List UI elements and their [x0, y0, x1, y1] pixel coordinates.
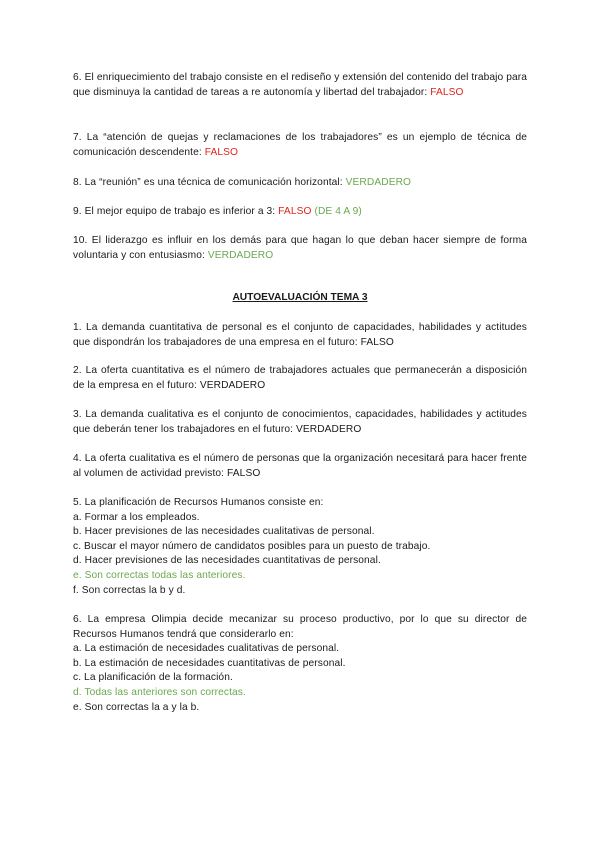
- autoeval-question-4: 4. La oferta cualitativa es el número de personas que la organización necesitará para hacer frente al volumen de actividad previsto: FALSO: [73, 453, 527, 479]
- autoeval-question-6: [73, 613, 527, 715]
- option-c: c. Buscar el mayor número de candidatos posibles para un puesto de trabajo.: [73, 540, 431, 552]
- answer-falso: FALSO: [204, 146, 239, 158]
- section-title: AUTOEVALUACIÓN TEMA 3: [232, 292, 368, 303]
- question-text: 8. La “reunión” es una técnica de comunicación horizontal:: [73, 177, 346, 188]
- question-9-true-false: [73, 205, 527, 220]
- answer-falso: FALSO: [430, 86, 464, 98]
- option-f: f. Son correctas la b y d.: [73, 584, 186, 596]
- option-d: d. Hacer previsiones de las necesidades cuantitativas de personal.: [73, 555, 381, 567]
- autoeval-question-2: 2. La oferta cuantitativa es el número de trabajadores actuales que permanecerán a disposición de la empresa en el futuro: VERDADERO: [73, 365, 527, 391]
- question-text: 9. El mejor equipo de trabajo es inferior a 3:: [73, 206, 279, 217]
- option-d-correct: d. Todas las anteriores son correctas.: [73, 686, 246, 698]
- option-a: a. Formar a los empleados.: [73, 511, 200, 523]
- question-6-true-false: [73, 71, 527, 100]
- autoeval-question-3: 3. La demanda cualitativa es el conjunto de conocimientos, capacidades, habilidades y actitudes que deberán tener los trabajadores en el futuro: VERDADERO: [73, 409, 527, 435]
- answer-note: (DE 4 A 9): [311, 206, 362, 217]
- question-text: 5. La planificación de Recursos Humanos consiste en:: [73, 497, 324, 508]
- question-7-true-false: [73, 131, 527, 160]
- answer-verdadero: VERDADERO: [345, 177, 412, 188]
- option-b: b. Hacer previsiones de las necesidades cualitativas de personal.: [73, 526, 375, 538]
- question-text: 6. La empresa Olimpia decide mecanizar su proceso productivo, por lo que su director de Recursos Humanos tendrá que considerarlo en:: [73, 614, 527, 640]
- question-text: 7. La “atención de quejas y reclamaciones de los trabajadores” es un ejemplo de técnica de comunicación descendente:: [73, 132, 527, 158]
- autoeval-question-5: [73, 496, 527, 598]
- question-text: 6. El enriquecimiento del trabajo consiste en el rediseño y extensión del contenido del trabajo para que disminuya la cantidad de tareas a re autonomía y libertad del trabajador:: [73, 72, 528, 98]
- answer-verdadero: VERDADERO: [207, 249, 274, 261]
- option-c: c. La planificación de la formación.: [73, 672, 233, 684]
- option-e: e. Son correctas la a y la b.: [73, 701, 200, 713]
- question-10-true-false: [73, 234, 527, 263]
- question-8-true-false: [73, 176, 527, 191]
- autoeval-question-1: 1. La demanda cuantitativa de personal es el conjunto de capacidades, habilidades y actitudes que dispondrán los trabajadores de una empresa en el futuro: FALSO: [73, 322, 527, 348]
- option-e-correct: e. Son correctas todas las anteriores.: [73, 569, 246, 581]
- option-a: a. La estimación de necesidades cualitativas de personal.: [73, 643, 340, 655]
- option-b: b. La estimación de necesidades cuantitativas de personal.: [73, 657, 346, 669]
- question-text: 10. El liderazgo es influir en los demás para que hagan lo que deban hacer siempre de forma voluntaria y con entusiasmo:: [73, 235, 527, 261]
- answer-falso: FALSO: [278, 206, 312, 217]
